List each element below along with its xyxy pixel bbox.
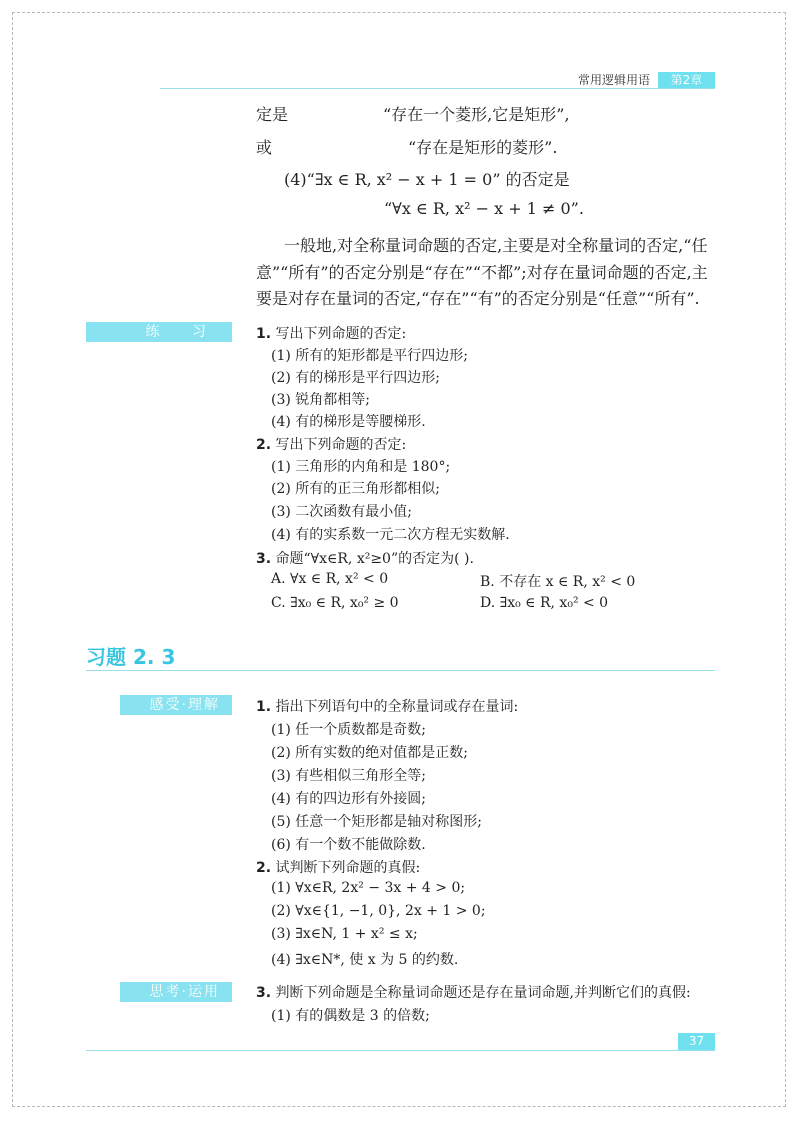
intro-line3: (4)“∃x ∈ R, x² − x + 1 = 0” 的否定是 <box>284 170 570 189</box>
question-number: 1. <box>256 699 272 715</box>
footer-rule <box>86 1050 715 1051</box>
chapter-title: 常用逻辑用语 <box>578 73 651 87</box>
option-c: C. ∃x₀ ∈ R, x₀² ≥ 0 <box>271 595 399 611</box>
list-item: (3) 有些相似三角形全等; <box>271 768 426 784</box>
question-stem: 写出下列命题的否定: <box>275 437 407 453</box>
practice-q3 <box>256 548 474 568</box>
page-number: 37 <box>678 1033 715 1050</box>
header-rule <box>160 88 715 89</box>
question-stem: 判断下列命题是全称量词命题还是存在量词命题,并判断它们的真假: <box>275 985 691 1001</box>
exercise-q3 <box>256 982 691 1002</box>
practice-label: 练 习 <box>86 322 232 342</box>
question-number: 1. <box>256 326 272 342</box>
question-number: 3. <box>256 551 272 567</box>
exercise-q2 <box>256 857 420 877</box>
question-number: 2. <box>256 437 272 453</box>
exercise-q1 <box>256 696 518 716</box>
intro-line1-left: 定是 <box>256 105 289 124</box>
section-rule <box>86 670 715 671</box>
question-stem: 命题“∀x∈R, x²≥0”的否定为( ). <box>275 551 474 567</box>
question-stem: 写出下列命题的否定: <box>275 326 407 342</box>
list-item: (1) 三角形的内角和是 180°; <box>271 459 451 475</box>
list-item: (4) 有的梯形是等腰梯形. <box>271 414 426 430</box>
section-title: 习题 2. 3 <box>86 645 176 669</box>
question-number: 3. <box>256 985 272 1001</box>
practice-q2 <box>256 434 406 454</box>
list-item: (2) 所有实数的绝对值都是正数; <box>271 745 468 761</box>
list-item: (2) 所有的正三角形都相似; <box>271 481 440 497</box>
intro-line2-left: 或 <box>256 138 273 157</box>
option-b: B. 不存在 x ∈ R, x² < 0 <box>480 574 636 590</box>
list-item: (3) ∃x∈N, 1 + x² ≤ x; <box>271 926 418 942</box>
question-stem: 试判断下列命题的真假: <box>275 860 421 876</box>
question-number: 2. <box>256 860 272 876</box>
list-item: (3) 二次函数有最小值; <box>271 504 412 520</box>
intro-line2-right: “存在是矩形的菱形”. <box>408 138 558 157</box>
list-item: (4) 有的四边形有外接圆; <box>271 791 426 807</box>
list-item: (1) ∀x∈R, 2x² − 3x + 4 > 0; <box>271 880 466 896</box>
option-d: D. ∃x₀ ∈ R, x₀² < 0 <box>480 595 609 611</box>
list-item: (5) 任意一个矩形都是轴对称图形; <box>271 814 482 830</box>
feel-understand-label: 感受·理解 <box>120 695 232 715</box>
chapter-badge: 第2章 <box>658 72 715 88</box>
list-item: (2) 有的梯形是平行四边形; <box>271 370 440 386</box>
list-item: (4) ∃x∈N*, 使 x 为 5 的约数. <box>271 952 459 968</box>
question-stem: 指出下列语句中的全称量词或存在量词: <box>275 699 519 715</box>
list-item: (3) 锐角都相等; <box>271 392 370 408</box>
intro-para-line1: 一般地,对全称量词命题的否定,主要是对全称量词的否定,“任 <box>284 236 708 255</box>
intro-line1-right: “存在一个菱形,它是矩形”, <box>383 105 570 124</box>
intro-para-line3: 要是对存在量词的否定,“存在”“有”的否定分别是“任意”“所有”. <box>256 289 700 308</box>
list-item: (2) ∀x∈{1, −1, 0}, 2x + 1 > 0; <box>271 903 486 919</box>
list-item: (1) 任一个质数都是奇数; <box>271 722 426 738</box>
option-a: A. ∀x ∈ R, x² < 0 <box>271 571 389 587</box>
list-item: (1) 有的偶数是 3 的倍数; <box>271 1008 430 1024</box>
intro-para-line2: 意”“所有”的否定分别是“存在”“不都”;对存在量词命题的否定,主 <box>256 263 708 282</box>
list-item: (1) 所有的矩形都是平行四边形; <box>271 348 468 364</box>
list-item: (6) 有一个数不能做除数. <box>271 837 426 853</box>
list-item: (4) 有的实系数一元二次方程无实数解. <box>271 527 510 543</box>
intro-line4: “∀x ∈ R, x² − x + 1 ≠ 0”. <box>384 199 584 218</box>
think-apply-label: 思考·运用 <box>120 982 232 1002</box>
practice-q1 <box>256 323 406 343</box>
